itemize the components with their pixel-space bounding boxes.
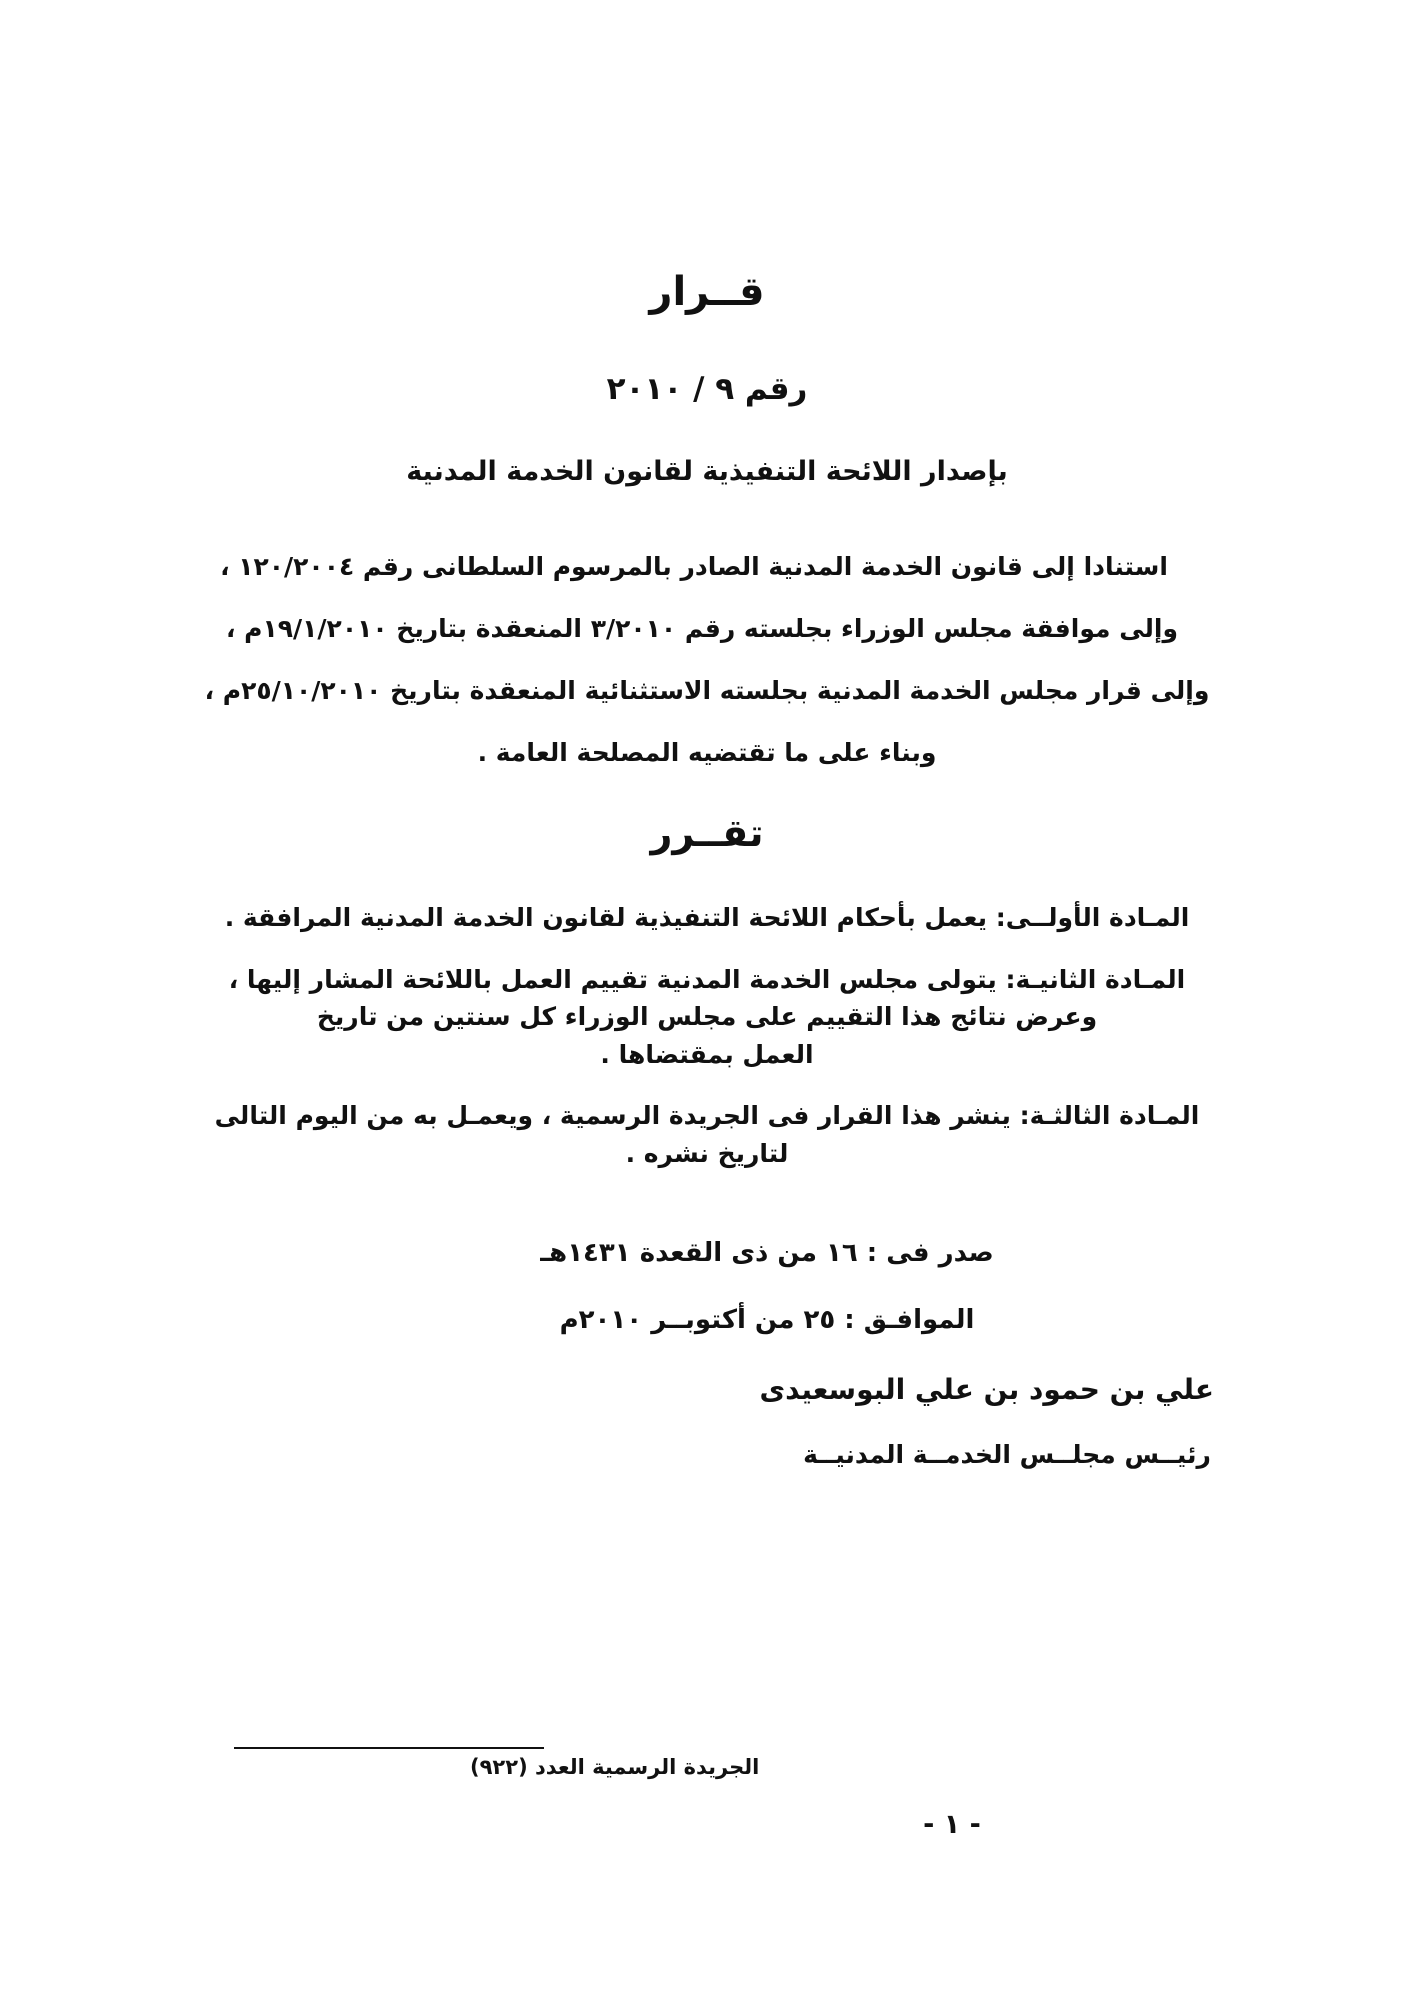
- article-one: [200, 899, 1214, 937]
- signatory-role: رئيــس مجلــس الخدمــة المدنيــة: [803, 1440, 1211, 1470]
- signature-block: [200, 1373, 1214, 1471]
- article-three-text-line: ينشر هذا القرار فى الجريدة الرسمية ، ويعمـل به من اليوم التالى: [214, 1101, 1011, 1131]
- document-subtitle: بإصدار اللائحة التنفيذية لقانون الخدمة المدنية: [406, 456, 1008, 488]
- gregorian-date: الموافـق : ٢٥ من أكتوبــر ٢٠١٠م: [559, 1305, 975, 1336]
- preamble-recital: استنادا إلى قانون الخدمة المدنية الصادر بالمرسوم السلطانى رقم ١٢٠/٢٠٠٤ ،: [220, 552, 1168, 582]
- articles-section: [200, 899, 1214, 1172]
- article-one-separator: :: [995, 903, 1006, 933]
- page-footer: [200, 1747, 1214, 1840]
- signatory-name: علي بن حمود بن علي البوسعيدى: [759, 1372, 1214, 1406]
- article-two-separator: :: [1005, 964, 1016, 994]
- article-two-text-line: العمل بمقتضاها .: [600, 1039, 814, 1069]
- preamble-recital: وبناء على ما تقتضيه المصلحة العامة .: [477, 737, 937, 767]
- article-three-label: المـادة الثالثـة: [1029, 1101, 1200, 1131]
- article-three: [200, 1097, 1214, 1172]
- page-title: قــرار: [649, 269, 765, 315]
- decrees-heading: تقــرر: [650, 811, 764, 856]
- article-one-text: يعمل بأحكام اللائحة التنفيذية لقانون الخدمة المدنية المرافقة .: [224, 903, 987, 933]
- article-three-separator: :: [1019, 1101, 1030, 1131]
- article-two-text-line: وعرض نتائج هذا التقييم على مجلس الوزراء كل سنتين من تاريخ: [316, 1002, 1098, 1032]
- gazette-reference: الجريدة الرسمية العدد (٩٢٢): [470, 1755, 760, 1779]
- article-one-label: المـادة الأولــى: [1005, 903, 1190, 933]
- preamble-recital: وإلى قرار مجلس الخدمة المدنية بجلسته الاستثنائية المنعقدة بتاريخ ٢٥/١٠/٢٠١٠م ،: [204, 675, 1210, 705]
- issue-dates: [200, 1238, 1214, 1336]
- preamble-section: [200, 550, 1214, 769]
- footer-divider: [234, 1747, 544, 1749]
- article-two-text-line: يتولى مجلس الخدمة المدنية تقييم العمل باللائحة المشار إليها ،: [228, 964, 997, 994]
- article-two-label: المـادة الثانيـة: [1015, 964, 1186, 994]
- decision-number: رقم ٩ / ٢٠١٠: [606, 371, 808, 407]
- preamble-recital: وإلى موافقة مجلس الوزراء بجلسته رقم ٣/٢٠١٠ المنعقدة بتاريخ ١٩/١/٢٠١٠م ،: [225, 614, 1178, 644]
- article-two: [200, 961, 1214, 1074]
- hijri-date: صدر فى : ١٦ من ذى القعدة ١٤٣١هـ: [540, 1238, 994, 1269]
- page-number: - ١ -: [923, 1809, 981, 1840]
- document-body: [200, 270, 1214, 1470]
- article-three-text-line: لتاريخ نشره .: [625, 1138, 789, 1168]
